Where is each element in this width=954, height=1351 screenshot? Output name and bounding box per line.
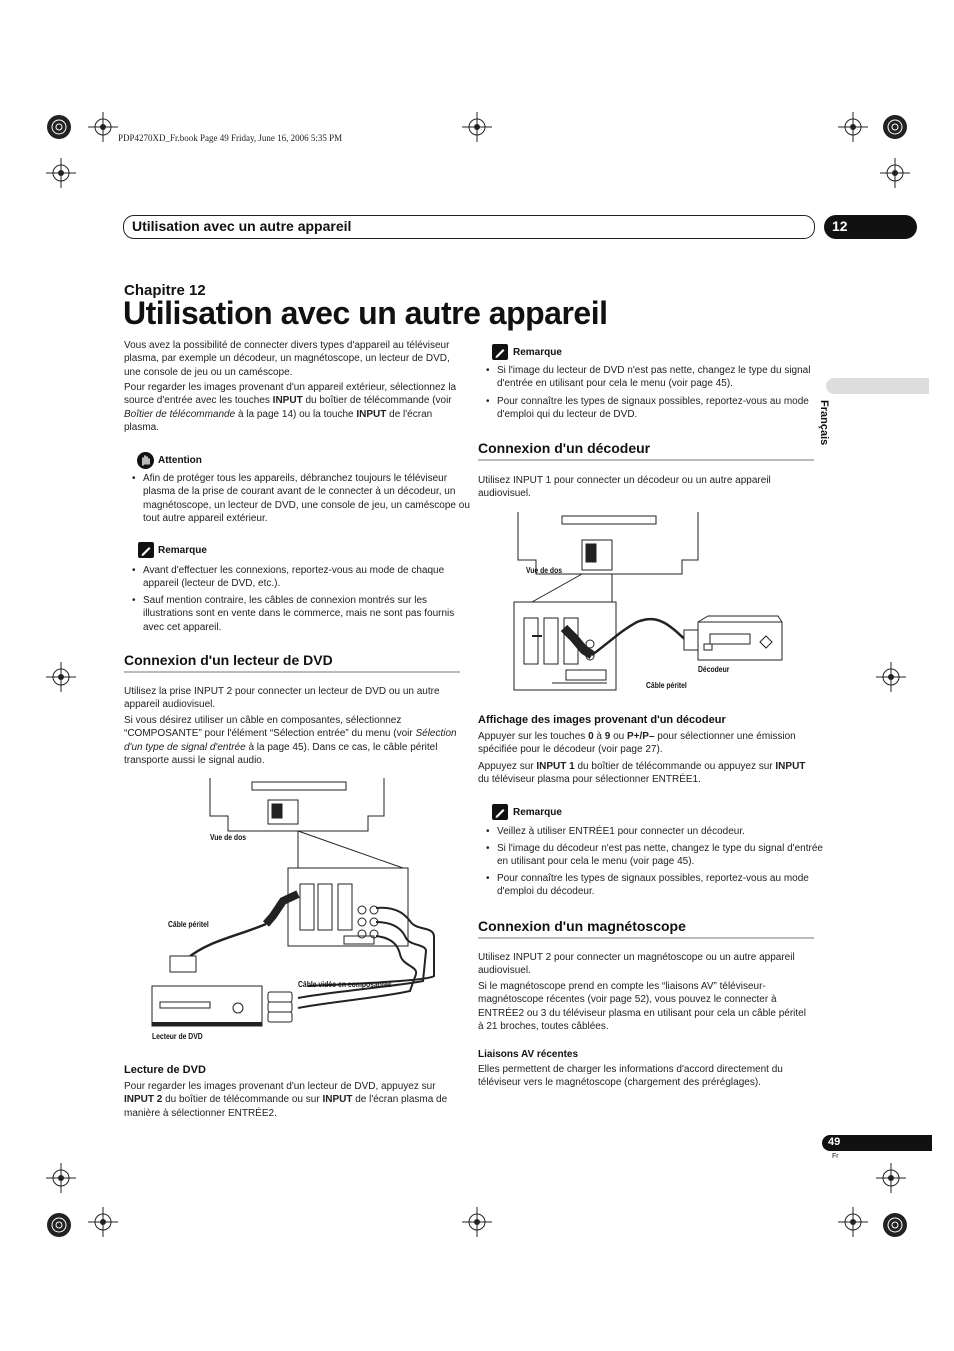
decoder-display-paragraph-2: Appuyez sur INPUT 1 du boîtier de télécommande ou appuyez sur INPUT du téléviseur plasma pour sélectionner ENTRÉE1.	[478, 761, 806, 786]
rear-view-label: Vue de dos	[526, 566, 563, 575]
pencil-note-icon	[138, 542, 154, 558]
scart-cable-label: Câble péritel	[168, 920, 209, 929]
vcr-paragraph: Utilisez INPUT 2 pour connecter un magnétoscope ou un autre appareil audiovisuel.	[478, 952, 795, 977]
note-title: Remarque	[513, 807, 562, 818]
dvd-paragraph: Utilisez la prise INPUT 2 pour connecter un lecteur de DVD ou un autre appareil audiovisuel.	[124, 686, 440, 711]
crosshair-icon	[838, 1207, 868, 1237]
crosshair-icon	[876, 662, 906, 692]
crosshair-icon	[88, 1207, 118, 1237]
page-number-badge	[822, 1135, 932, 1151]
attention-item: • Afin de protéger tous les appareils, débranchez toujours le téléviseur plasma de la prise de courant avant de le connecter à un décodeur, un magnétoscope, un lecteur de DVD, une console de jeu, un caméscope ou tout autre appareil extérieur.	[132, 472, 470, 526]
heading-rule	[478, 937, 814, 939]
dvd-connection-diagram	[148, 776, 438, 1046]
page-language-code: Fr	[832, 1153, 839, 1160]
section-header-bar	[123, 215, 815, 239]
decoder-heading: Connexion d'un décodeur	[478, 440, 651, 456]
crosshair-icon	[88, 112, 118, 142]
vcr-heading: Connexion d'un magnétoscope	[478, 918, 686, 934]
dvd-player-label: Lecteur de DVD	[152, 1032, 203, 1041]
crosshair-icon	[876, 1163, 906, 1193]
scart-cable-label: Câble péritel	[646, 681, 687, 690]
registration-mark-icon	[44, 112, 74, 142]
crosshair-icon	[46, 1163, 76, 1193]
note-item: • Sauf mention contraire, les câbles de connexion montrés sur les illustrations sont en vente dans le commerce, mais ne sont pas fournis avec cet appareil.	[132, 594, 470, 634]
language-tab	[826, 378, 929, 394]
crosshair-icon	[46, 158, 76, 188]
intro-paragraph-2: Pour regarder les images provenant d'un appareil extérieur, sélectionnez la source d'entrée avec les touches INPUT du boîtier de télécommande (voir Boîtier de télécommande à la page 14) ou la touche INPUT de l'écran plasma.	[124, 382, 457, 434]
av-links-paragraph: Elles permettent de charger les informations d'accord directement du téléviseur vers le magnétoscope (chargement des préréglages).	[478, 1064, 783, 1089]
chapter-number-badge	[824, 215, 917, 239]
crosshair-icon	[838, 112, 868, 142]
chapter-title: Utilisation avec un autre appareil	[123, 295, 608, 331]
section-title: Utilisation avec un autre appareil	[132, 218, 352, 234]
pencil-note-icon	[492, 804, 508, 820]
crosshair-icon	[46, 662, 76, 692]
crosshair-icon	[462, 1207, 492, 1237]
dvd-playback-paragraph: Pour regarder les images provenant d'un lecteur de DVD, appuyez sur INPUT 2 du boîtier de télécommande ou sur INPUT de l'écran plasma de manière à sélectionner ENTRÉE2.	[124, 1081, 448, 1119]
decoder-connection-diagram	[512, 510, 802, 695]
heading-rule	[478, 459, 814, 461]
language-label: Français	[818, 400, 830, 446]
note-title: Remarque	[158, 545, 207, 556]
decoder-paragraph: Utilisez INPUT 1 pour connecter un décodeur ou un autre appareil audiovisuel.	[478, 475, 771, 500]
rear-view-label: Vue de dos	[210, 833, 247, 842]
heading-rule	[124, 671, 460, 673]
pencil-note-icon	[492, 344, 508, 360]
registration-mark-icon	[880, 1210, 910, 1240]
attention-title: Attention	[158, 455, 202, 466]
note-item: • Avant d'effectuer les connexions, reportez-vous au mode de chaque appareil (lecteur de DVD, etc.).	[132, 564, 470, 591]
note-item: • Si l'image du lecteur de DVD n'est pas nette, changez le type du signal d'entrée en utilisant pour cela le menu (voir page 45).	[486, 364, 825, 391]
crosshair-icon	[462, 112, 492, 142]
attention-hand-icon	[137, 452, 154, 469]
note-title: Remarque	[513, 347, 562, 358]
dvd-heading: Connexion d'un lecteur de DVD	[124, 652, 333, 668]
registration-mark-icon	[44, 1210, 74, 1240]
dvd-playback-heading: Lecture de DVD	[124, 1064, 206, 1076]
vcr-paragraph-2: Si le magnétoscope prend en compte les “liaisons AV” téléviseur-magnétoscope récentes (voir page 52), vous pouvez le connecter à ENTRÉE2 ou 3 du téléviseur plasma en utilisant pour cela un câble péritel à 21 broches, toutes câblées.	[478, 981, 806, 1033]
component-cable-label: Câble vidéo en composantes	[298, 980, 392, 989]
note-item: • Veillez à utiliser ENTRÉE1 pour connecter un décodeur.	[486, 825, 825, 838]
dvd-paragraph-2: Si vous désirez utiliser un câble en composantes, sélectionnez “COMPOSANTE” pour l'élément “Sélection entrée” du menu (voir Sélection d'un type de signal d'entrée à la page 45). Dans ce cas, le câble péritel transporte aussi le signal audio.	[124, 715, 457, 767]
av-links-heading: Liaisons AV récentes	[478, 1049, 579, 1060]
decoder-display-paragraph: Appuyer sur les touches 0 à 9 ou P+/P– pour sélectionner une émission spécifiée pour le décodeur (voir page 27).	[478, 731, 796, 756]
decoder-label: Décodeur	[698, 665, 730, 674]
chapter-label: Chapitre 12	[124, 282, 206, 299]
crosshair-icon	[880, 158, 910, 188]
intro-paragraph: Vous avez la possibilité de connecter divers types d'appareil au téléviseur plasma, par exemple un décodeur, un magnétoscope, un lecteur de DVD, une console de jeu ou un caméscope.	[124, 340, 450, 378]
registration-mark-icon	[880, 112, 910, 142]
file-header: PDP4270XD_Fr.book Page 49 Friday, June 16, 2006 5:35 PM	[118, 133, 343, 143]
page-number: 49	[828, 1136, 841, 1148]
decoder-display-heading: Affichage des images provenant d'un décodeur	[478, 714, 726, 726]
chapter-number: 12	[832, 218, 848, 234]
note-item: • Si l'image du décodeur n'est pas nette, changez le type du signal d'entrée en utilisant pour cela le menu (voir page 45).	[486, 842, 825, 869]
note-item: • Pour connaître les types de signaux possibles, reportez-vous au mode d'emploi du décodeur.	[486, 872, 825, 899]
note-item: • Pour connaître les types de signaux possibles, reportez-vous au mode d'emploi qui du lecteur de DVD.	[486, 395, 825, 422]
